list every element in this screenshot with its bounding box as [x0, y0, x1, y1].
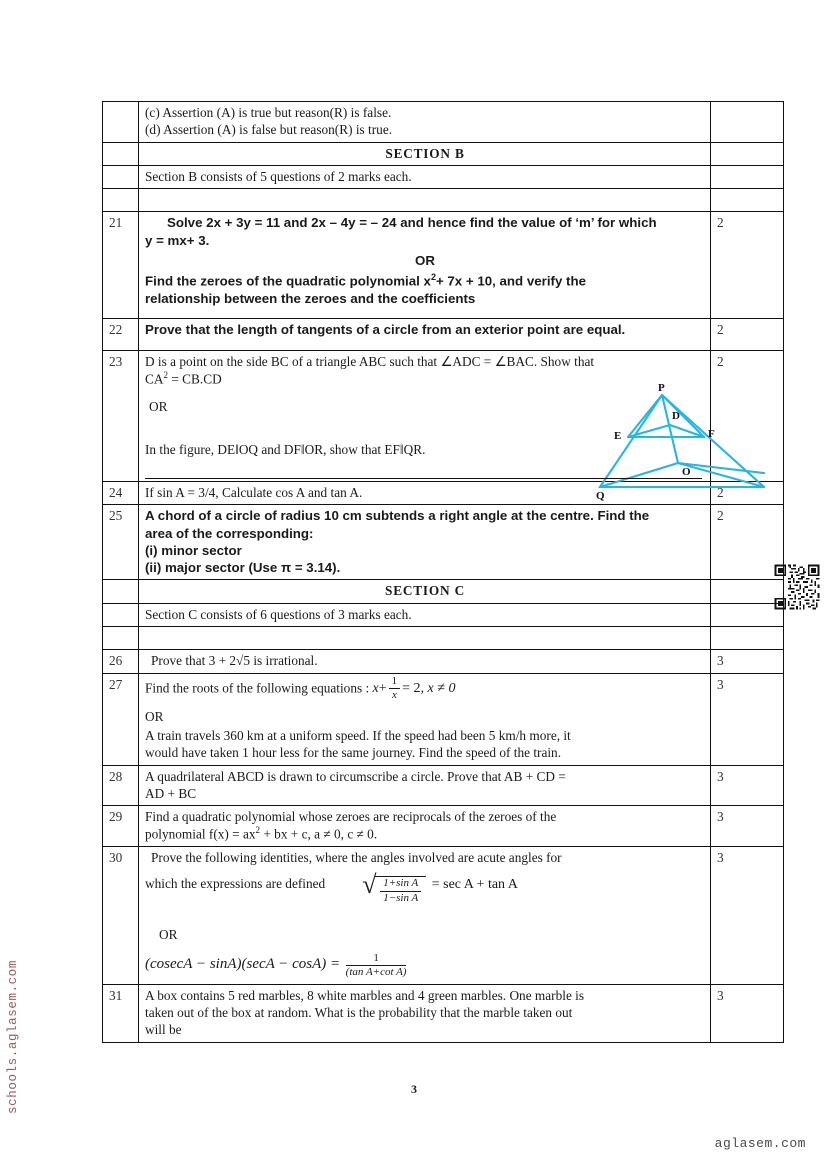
table-row	[103, 212, 784, 319]
q27-frac-numerator: 1	[391, 674, 398, 687]
q30-identity-rhs: = sec A + tan A	[431, 877, 518, 893]
table-row	[103, 580, 784, 603]
section-b-note: Section B consists of 5 questions of 2 marks each.	[139, 165, 711, 188]
q23-ca: CA	[145, 371, 164, 387]
q27-fraction	[389, 676, 401, 702]
q29-line-1: Find a quadratic polynomial whose zeroes are reciprocals of the zeroes of the	[145, 809, 557, 825]
q25-line-1: A chord of a circle of radius 10 cm subtends a right angle at the centre. Find the	[145, 508, 650, 524]
q30-identity-line	[145, 875, 705, 904]
q30-identity2-fraction	[346, 953, 407, 979]
question-body-29	[139, 806, 711, 847]
question-number	[103, 142, 139, 165]
table-row	[103, 165, 784, 188]
marks-cell-24: 2	[711, 482, 784, 505]
marks-cell-27: 3	[711, 673, 784, 765]
figure-label-d: D	[672, 409, 680, 422]
q27-frac-denominator: x	[389, 688, 401, 702]
q21-or-label: OR	[415, 252, 435, 268]
q30-identity2-line	[145, 953, 705, 979]
question-body-27	[139, 673, 711, 765]
q30-radical	[362, 876, 426, 904]
q23-eq: = CB.CD	[171, 371, 222, 387]
table-row	[103, 350, 784, 482]
q26-text: Prove that 3 + 2√5 is irrational.	[151, 653, 318, 669]
marks-cell	[711, 603, 784, 626]
question-body-30	[139, 847, 711, 985]
marks-cell-28: 3	[711, 765, 784, 806]
question-body-22	[139, 319, 711, 350]
q22-text: Prove that the length of tangents of a circle from an exterior point are equal.	[145, 322, 626, 338]
q30-radicand	[375, 876, 426, 904]
q29-exponent: 2	[255, 825, 261, 836]
question-number-25: 25	[103, 505, 139, 580]
table-row	[103, 319, 784, 350]
q27-lead: Find the roots of the following equations :	[145, 680, 370, 696]
question-number	[103, 165, 139, 188]
table-row	[103, 102, 784, 143]
table-row	[103, 482, 784, 505]
question-paper-table	[102, 101, 783, 1043]
q29-line-2	[145, 825, 705, 843]
question-number-29: 29	[103, 806, 139, 847]
q30-or-label: OR	[159, 927, 178, 943]
marks-cell-21: 2	[711, 212, 784, 319]
question-body-28	[139, 765, 711, 806]
question-number	[103, 102, 139, 143]
q21-exponent: 2	[430, 272, 436, 283]
marks-cell	[711, 102, 784, 143]
spacer-cell	[139, 189, 711, 212]
question-number-23: 23	[103, 350, 139, 482]
q23-bottom-space	[145, 458, 705, 478]
question-body-21	[139, 212, 711, 319]
q27-equation-line	[145, 676, 705, 702]
table-row	[103, 806, 784, 847]
q27-plus: +	[378, 681, 387, 697]
section-c-note: Section C consists of 6 questions of 3 marks each.	[139, 603, 711, 626]
table-row	[103, 603, 784, 626]
question-number	[103, 627, 139, 650]
question-number-21: 21	[103, 212, 139, 319]
question-body-31	[139, 984, 711, 1042]
q27-equals: = 2	[402, 681, 421, 697]
q22-bottom-space	[145, 339, 705, 347]
q25-line-3: (i) minor sector	[145, 542, 242, 558]
table-row	[103, 142, 784, 165]
corner-watermark: aglasem.com	[714, 1136, 806, 1151]
q25-line-4: (ii) major sector (Use π = 3.14).	[145, 560, 341, 576]
question-number-22: 22	[103, 319, 139, 350]
section-b-heading: SECTION B	[139, 142, 711, 165]
marks-cell	[711, 189, 784, 212]
q23-line-2	[145, 370, 705, 388]
spacer-cell	[139, 627, 711, 650]
q27-alt-line-2: would have taken 1 hour less for the same journey. Find the speed of the train.	[145, 745, 562, 761]
marks-cell-29: 3	[711, 806, 784, 847]
marks-cell-22: 2	[711, 319, 784, 350]
marks-cell	[711, 580, 784, 603]
q30-line-2: which the expressions are defined	[145, 876, 326, 892]
question-number-27: 27	[103, 673, 139, 765]
question-number-24: 24	[103, 482, 139, 505]
q23-or-label: OR	[149, 398, 168, 414]
figure-label-o: O	[682, 465, 691, 478]
q23-alt-text: In the figure, DE‖OQ and DF‖OR, show that EF‖QR.	[145, 441, 426, 457]
marks-cell-25: 2	[711, 505, 784, 580]
question-number-30: 30	[103, 847, 139, 985]
marks-cell	[711, 142, 784, 165]
q27-equation	[372, 674, 456, 702]
figure-label-q: Q	[596, 489, 605, 502]
q31-line-1: A box contains 5 red marbles, 8 white marbles and 4 green marbles. One marble is	[145, 987, 585, 1003]
q23-mid-space	[145, 421, 705, 441]
question-number-28: 28	[103, 765, 139, 806]
q30-mid-space	[145, 906, 705, 926]
q21-alt-text-b: + 7x + 10, and verify the	[435, 273, 586, 289]
table-row	[103, 627, 784, 650]
q21-line-2: y = mx+ 3.	[145, 232, 210, 248]
q28-line-2: AD + BC	[145, 785, 197, 801]
side-watermark: schools.aglasem.com	[6, 960, 20, 1114]
q21-alt-line-2: relationship between the zeroes and the coefficients	[145, 290, 476, 306]
marks-cell-26: 3	[711, 650, 784, 673]
q21-line-1: Solve 2x + 3y = 11 and 2x – 4y = – 24 and hence find the value of ‘m’ for which	[167, 215, 657, 231]
q31-line-3: will be	[145, 1022, 182, 1038]
marks-cell-31: 3	[711, 984, 784, 1042]
question-number	[103, 603, 139, 626]
question-number-31: 31	[103, 984, 139, 1042]
table-row	[103, 847, 784, 985]
question-body	[139, 102, 711, 143]
marks-cell-23: 2	[711, 350, 784, 482]
q30-line-1: Prove the following identities, where the angles involved are acute angles for	[151, 850, 562, 866]
q23-exponent: 2	[163, 369, 168, 380]
q21-alt-text-a: Find the zeroes of the quadratic polynomial x	[145, 273, 431, 289]
section-c-heading: SECTION C	[139, 580, 711, 603]
figure-label-p: P	[658, 381, 665, 394]
table-row	[103, 650, 784, 673]
q30-frac-denominator: 1−sin A	[380, 891, 421, 905]
q21-bottom-space	[145, 307, 705, 315]
question-body-24: If sin A = 3/4, Calculate cos A and tan A.	[139, 482, 711, 505]
marks-cell-30: 3	[711, 847, 784, 985]
q27-condition: , x ≠ 0	[420, 681, 456, 697]
assertion-option-c: (c) Assertion (A) is true but reason(R) is false.	[145, 105, 392, 120]
question-body-25	[139, 505, 711, 580]
table-row	[103, 673, 784, 765]
marks-cell	[711, 627, 784, 650]
q29-poly-a: polynomial f(x) = ax	[145, 826, 256, 842]
q31-line-2: taken out of the box at random. What is the probability that the marble taken out	[145, 1005, 573, 1021]
q21-alt-line-1	[145, 272, 705, 290]
question-number-26: 26	[103, 650, 139, 673]
page-number: 3	[411, 1082, 417, 1096]
table-row	[103, 765, 784, 806]
q27-alt-line-1: A train travels 360 km at a uniform speed. If the speed had been 5 km/h more, it	[145, 727, 571, 743]
q30-fraction	[380, 878, 421, 904]
figure-label-f: F	[708, 427, 715, 440]
table-row	[103, 189, 784, 212]
q28-line-1: A quadrilateral ABCD is drawn to circumscribe a circle. Prove that AB + CD =	[145, 768, 566, 784]
assertion-option-d: (d) Assertion (A) is false but reason(R) is true.	[145, 122, 393, 138]
q29-poly-b: + bx + c, a ≠ 0, c ≠ 0.	[263, 826, 378, 842]
q30-identity2-denominator: (tan A+cot A)	[345, 966, 407, 979]
table-row	[103, 984, 784, 1042]
q25-line-2: area of the corresponding:	[145, 525, 314, 541]
question-number	[103, 189, 139, 212]
question-body-26	[139, 650, 711, 673]
q27-var: x	[372, 681, 379, 697]
question-number	[103, 580, 139, 603]
figure-label-e: E	[614, 429, 622, 442]
figure-underline	[145, 478, 702, 479]
q27-or-label: OR	[145, 708, 164, 724]
q23-line-1: D is a point on the side BC of a triangle ABC such that ∠ADC = ∠BAC. Show that	[145, 353, 595, 369]
q30-identity2-lhs: (cosecA − sinA)(secA − cosA) =	[145, 955, 341, 972]
table-row	[103, 505, 784, 580]
q30-identity2-numerator: 1	[373, 951, 379, 964]
marks-cell	[711, 165, 784, 188]
q30-frac-numerator: √ 1+sin A	[383, 877, 419, 890]
